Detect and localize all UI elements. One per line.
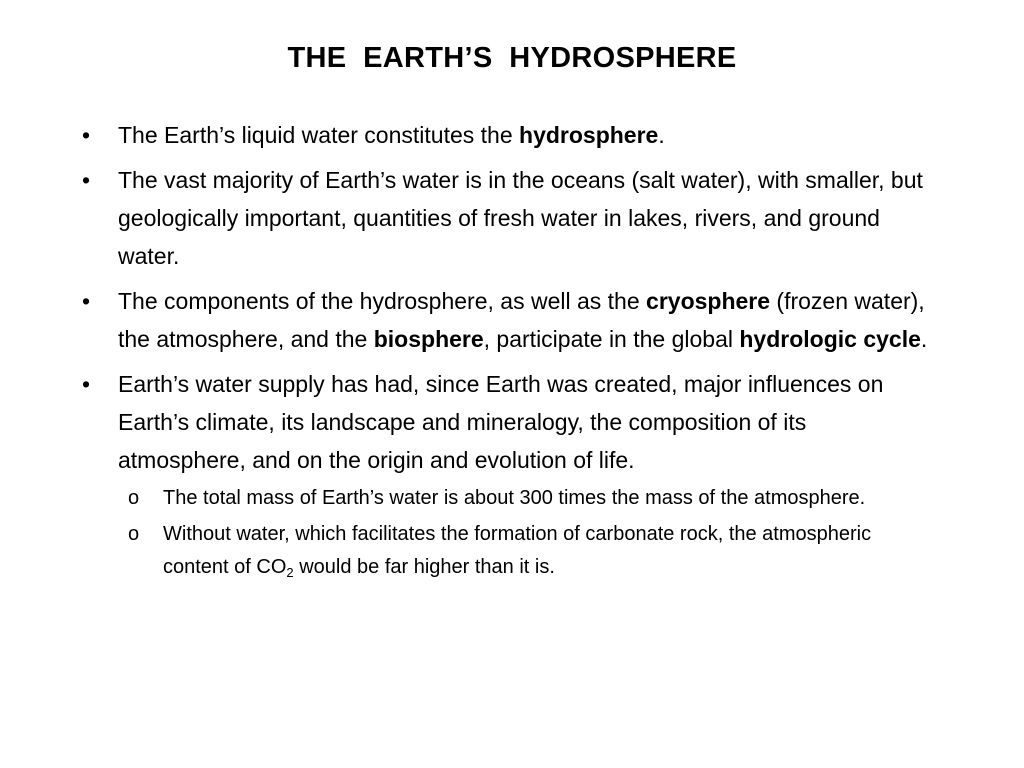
sub-bullet-text: The total mass of Earth’s water is about 300 times the mass of the atmosphere. bbox=[163, 487, 866, 509]
sub-bullet-item-mass bbox=[118, 482, 940, 515]
sub-bullet-marker: o bbox=[128, 523, 140, 545]
bullet-text: . bbox=[658, 122, 665, 148]
bullet-bold-term: hydrologic cycle bbox=[739, 326, 921, 352]
bullet-marker: • bbox=[82, 371, 91, 397]
bullet-bold-term: hydrosphere bbox=[519, 122, 659, 148]
bullet-text: (frozen water), the atmosphere, and the bbox=[118, 288, 925, 352]
bullet-text: Earth’s water supply has had, since Earth was created, major influences on Earth’s climate, its landscape and mineralogy, the composition of its atmosphere, and on the origin and evolution of life. bbox=[118, 371, 884, 473]
bullet-marker: • bbox=[82, 122, 91, 148]
sub-bullet-text: Without water, which facilitates the formation of carbonate rock, the atmospheric content of CO bbox=[163, 523, 872, 578]
bullet-item-hydrosphere bbox=[80, 116, 940, 154]
bullet-text: The Earth’s liquid water constitutes the bbox=[118, 122, 520, 148]
bullet-text: The components of the hydrosphere, as well as the bbox=[118, 288, 647, 314]
bullet-marker: • bbox=[82, 167, 91, 193]
sub-bullet-text: would be far higher than it is. bbox=[293, 556, 555, 578]
bullet-item-oceans bbox=[80, 161, 940, 275]
bullet-text: , participate in the global bbox=[483, 326, 740, 352]
bullet-text: . bbox=[920, 326, 928, 352]
bullet-bold-term: biosphere bbox=[373, 326, 484, 352]
sub-bullet-marker: o bbox=[128, 487, 140, 509]
bullet-item-water-supply bbox=[80, 365, 940, 584]
bullet-list bbox=[80, 116, 940, 591]
slide-title: THE EARTH’S HYDROSPHERE bbox=[287, 42, 737, 74]
bullet-text: The vast majority of Earth’s water is in the oceans (salt water), with smaller, but geologically important, quantities of fresh water in lakes, rivers, and ground water. bbox=[118, 167, 923, 269]
bullet-marker: • bbox=[82, 288, 91, 314]
bullet-item-components bbox=[80, 282, 940, 358]
sub-bullet-item-co2 bbox=[118, 518, 940, 584]
bullet-bold-term: cryosphere bbox=[646, 288, 771, 314]
subscript-two: 2 bbox=[286, 565, 294, 580]
sub-bullet-list bbox=[118, 482, 940, 584]
